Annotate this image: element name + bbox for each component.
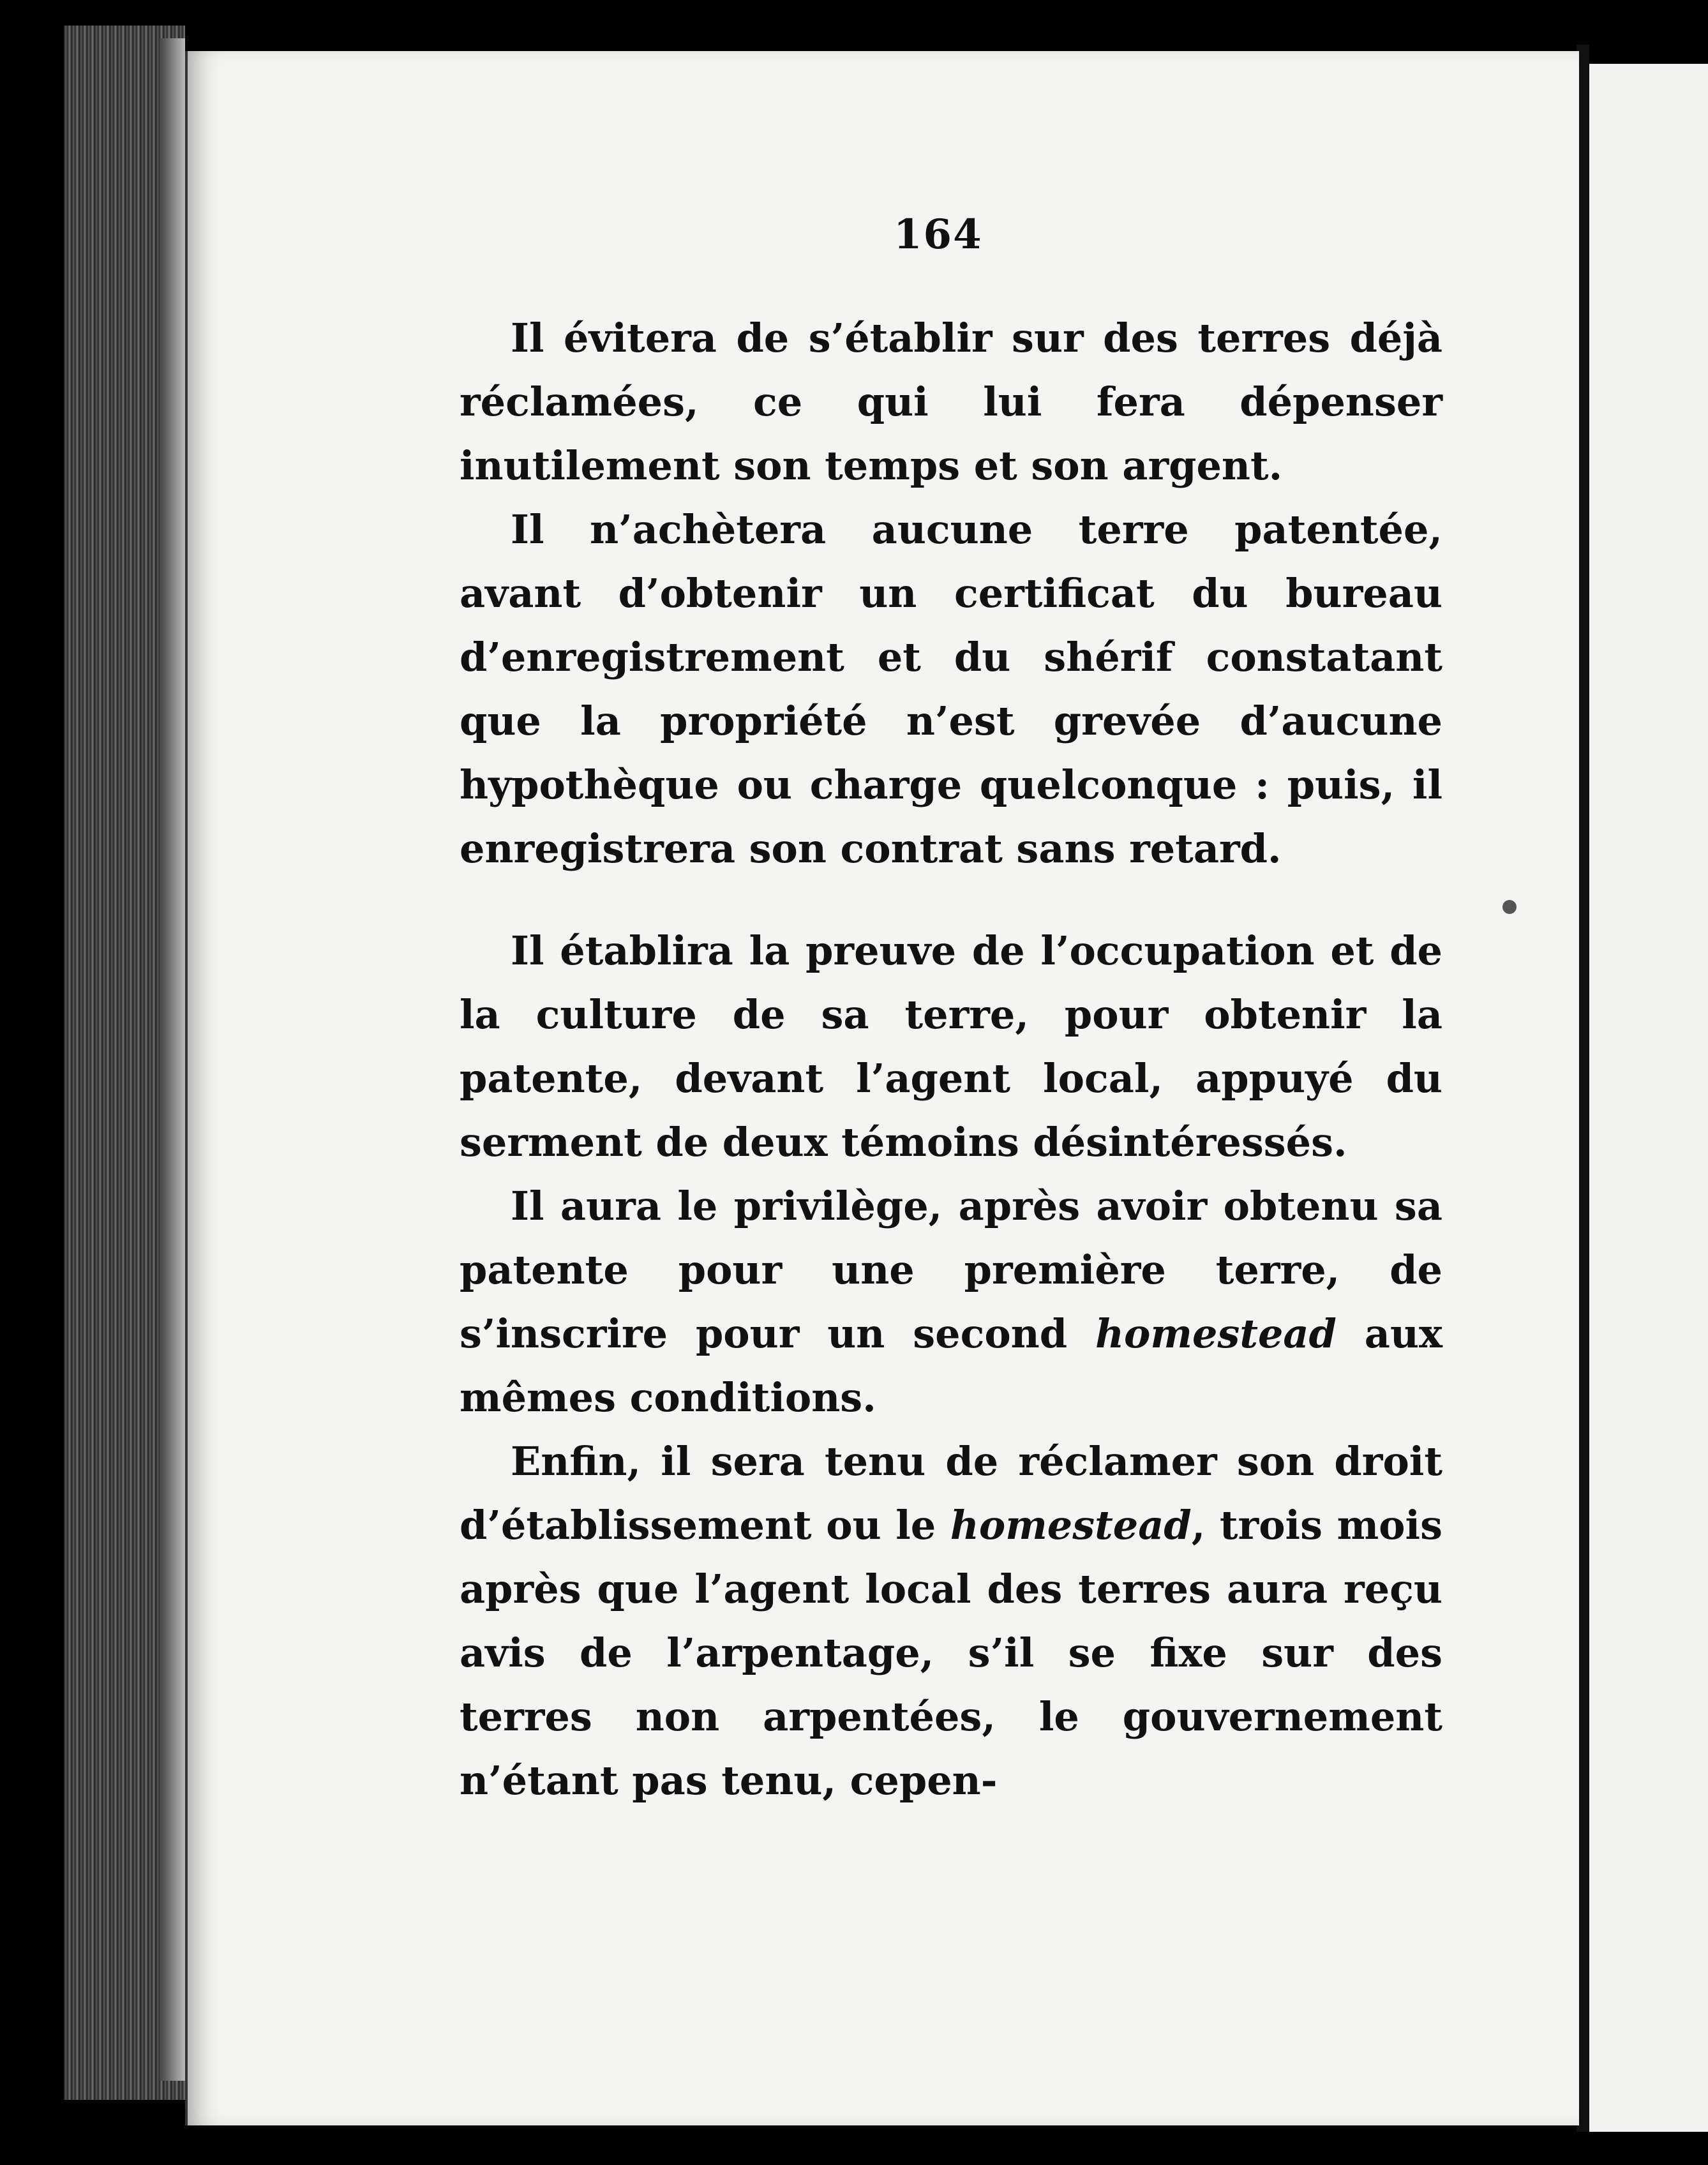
- page-number: 164: [894, 211, 983, 258]
- paragraph-2: Il n’achètera aucune terre patentée, avant d’obtenir un certificat du bureau d’enregistrement et du shérif constatant que la propriété n’est grevée d’aucune hypothèque ou charge quelconque : puis, il enregistrera son contrat sans retard.: [460, 506, 1442, 872]
- paragraph-5-text-after: , trois mois après que l’agent local des terres aura reçu avis de l’arpentage, s’il se fixe sur des terres non arpentées, le gouvernement n’étant pas tenu, cepen-: [460, 1502, 1442, 1804]
- paragraph-4-italic-term: homestead: [1095, 1310, 1337, 1357]
- paragraph-4: [460, 1174, 1442, 1430]
- paper-speck: [1502, 900, 1517, 914]
- page-edge-shadow: [160, 38, 185, 2081]
- paragraph-1: Il évitera de s’établir sur des terres déjà réclamées, ce qui lui fera dépenser inutilement son temps et son argent.: [460, 315, 1442, 489]
- page-body-text: [460, 306, 1442, 1813]
- adjacent-page-sliver: [1589, 64, 1708, 2132]
- paragraph-3: Il établira la preuve de l’occupation et de la culture de sa terre, pour obtenir la patente, devant l’agent local, appuyé du serment de deux témoins désintéressés.: [460, 927, 1442, 1165]
- paragraph-5: [460, 1430, 1442, 1813]
- paragraph-5-italic-term: homestead: [950, 1502, 1192, 1548]
- paragraph-4-text-before: Il aura le privilège, après avoir obtenu sa patente pour une première terre, de s’inscrire pour un second: [460, 1183, 1442, 1357]
- paragraph-4-text-after: aux mêmes conditions.: [460, 1310, 1442, 1421]
- paragraph-5-text-before: Enfin, il sera tenu de réclamer son droit d’établissement ou le: [460, 1438, 1442, 1548]
